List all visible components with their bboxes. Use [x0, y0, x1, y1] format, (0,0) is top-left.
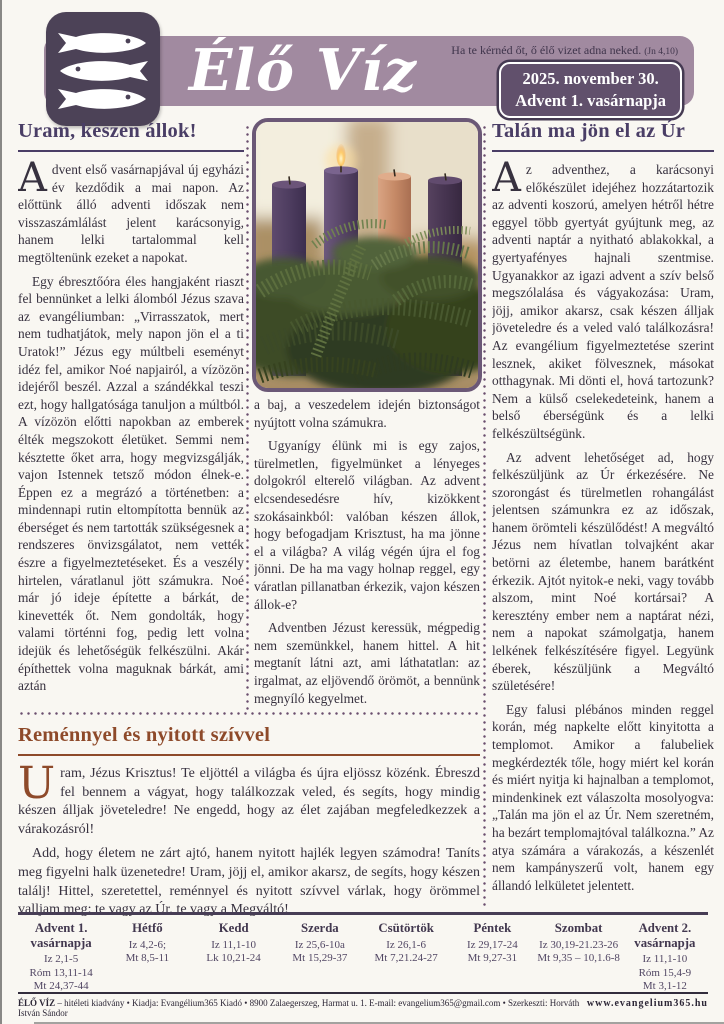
- quote-reference: (Jn 4,10): [644, 47, 678, 57]
- reading-day-column: [622, 921, 708, 994]
- reading-day-column: [191, 921, 277, 994]
- day-readings: [449, 939, 535, 966]
- day-readings: [104, 939, 190, 966]
- website-link[interactable]: www.evangelium365.hu: [586, 998, 708, 1009]
- advent-candles-photo: [252, 118, 482, 392]
- prayer-title: Reménnyel és nyitott szívvel: [18, 722, 480, 756]
- reading-day-column: [536, 921, 622, 994]
- paragraph-text: ram, Jézus Krisztus! Te eljöttél a világba és újra eljössz közénk. Ébreszd fel bennem a vágyat, hogy találkozzak veled, és segíts, hogy mindig készen álljak jöveteledre! Ne engedd, hogy az élet zajában megfeledkezzek a várakozásról!: [18, 766, 480, 837]
- prayer-paragraph: Add, hogy életem ne zárt ajtó, hanem nyitott hajlék legyen számodra! Taníts meg figyelni halk üzenetedre! Uram, jöjj el, amikor akarsz, de segíts, hogy készen találj! Hittel, szeretettel, reménnyel és nyitott szívvel várlak, hogy örömmel valljam meg: te vagy az Úr, te vagy a Megváltó!: [18, 846, 480, 918]
- quote-text: Ha te kérnéd őt, ő élő vizet adna neked.: [451, 43, 642, 57]
- imprint-footer: [18, 992, 708, 1018]
- dropcap-a: A: [492, 155, 521, 201]
- day-name: [622, 921, 708, 950]
- dropcap-u: U: [18, 758, 56, 809]
- three-fish-icon: [53, 19, 153, 119]
- dropcap-a: A: [18, 155, 47, 201]
- reading: Mt 15,29-37: [292, 952, 348, 964]
- date-line: 2025. november 30.: [522, 69, 659, 88]
- reading: Iz 2,1-5: [44, 953, 79, 965]
- day-name: [449, 921, 535, 936]
- reading: Iz 30,19-21.23-26: [539, 938, 619, 951]
- day-line: Hétfő: [132, 921, 163, 935]
- day-line: vasárnapja: [634, 935, 696, 950]
- day-name: [363, 921, 449, 936]
- day-readings: [277, 939, 363, 966]
- day-line: Kedd: [218, 921, 249, 935]
- article-left-paragraph: Egy ébresztőóra éles hangjaként riaszt fel bennünket a lelki álomból Jézus szava az evangéliumban: „Virrasszatok, mert nem tudhatjátok, mely napon jön el a ti Uratok!” Jézus egy múltbeli eseményt idéz fel, amikor Noé napjairól, a vízözön idejéről beszél. Azzal a szándékkal teszi ezt, hogy hallgatósága tanuljon a múltból. A vízözön előtti napokban az emberek élték megszokott életüket. Semmi nem késztette őket arra, hogy megvizsgálják, vajon Istennek tetsző módon élnek-e. Éppen ez a megrázó a történetben: a mindennapi rutin eltompította bennük az éberséget és nem tartották szükségesnek a rendszeres önvizsgálatot, nem vették észre a figyelmeztetéseket. És a veszély hirtelen, váratlanul jött számukra. Noé már jó ideje építette a bárkát, de kinevették őt. Nem gondolták, hogy valami történni fog, pedig lett volna idejük és lehetőségük felkészülni. Akár építhettek volna maguknak bárkát, ami aztán: [18, 273, 244, 694]
- article-left-paragraph: [18, 155, 244, 267]
- day-readings: [363, 939, 449, 966]
- imprint-brand: ÉLŐ VÍZ: [18, 998, 56, 1008]
- prayer-section: [18, 722, 480, 926]
- article-left-title: Uram, készen állok!: [18, 118, 244, 152]
- weekly-readings-table: [18, 912, 708, 994]
- reading: Róm 13,11-14: [29, 966, 93, 979]
- day-name: [536, 921, 622, 936]
- reading: Lk 10,21-24: [206, 952, 261, 964]
- reading: Mt 8,5-11: [125, 952, 170, 964]
- imprint-text: [18, 998, 587, 1018]
- article-left-column: [18, 118, 244, 712]
- reading-day-column: [363, 921, 449, 994]
- reading: Iz 11,1-10: [211, 938, 257, 951]
- day-name: [18, 921, 104, 950]
- article-left-paragraph: Ugyanígy élünk mi is egy zajos, türelmetlen, figyelmünket a lényeges dolgokról elterelő világban. Az advent elcsendesedésre hív, kizökkent szokásainkból: valóban készen állok, hogy befogadjam Krisztust, ha ma jönne el a világba? A világ végén újra el fog jönni. De ha ma vagy holnap reggel, egy váratlan pillanatban érkezik, vajon készen állok-e?: [254, 438, 480, 612]
- reading: Iz 26,1-6: [386, 938, 426, 951]
- reading: Mt 7,21.24-27: [374, 952, 438, 964]
- day-line: Szerda: [301, 921, 339, 935]
- reading: Mt 9,35 – 10,1.6-8: [537, 952, 620, 964]
- article-right-paragraph: Egy falusi plébános minden reggel korán, még napkelte előtt kinyitotta a templomot. Amikor a falubeliek megkérdezték tőle, hogy miért kel korán és miért nyitja ki hajnalban a templomot, mindenkinek ezt válaszolta mosolyogva: „Talán ma jön el az Úr. Nem szeretném, ha bezárt templomajtóval találkozna.” Az atya számára a várakozás, a készenlét nem kampányszerű volt, hanem egy állandó lelkületet jelentett.: [492, 701, 714, 893]
- reading: Iz 29,17-24: [467, 938, 518, 951]
- article-left-paragraph: a baj, a veszedelem idején biztonságot nyújtott volna számukra.: [254, 397, 480, 430]
- section-separator-dotted: [18, 712, 480, 715]
- day-readings: [18, 953, 104, 994]
- scan-edge-left: [0, 0, 2, 1024]
- advent-candles-illustration: [256, 122, 478, 388]
- day-line: Csütörtök: [378, 921, 434, 935]
- reading: Mt 3,1-12: [642, 980, 687, 992]
- day-readings: [536, 939, 622, 966]
- reading-day-column: [104, 921, 190, 994]
- sunday-name: Advent 1. vasárnapja: [515, 90, 666, 110]
- article-right-title: Talán ma jön el az Úr: [492, 118, 714, 152]
- day-readings: [191, 939, 277, 966]
- column-separator-dotted: [483, 124, 486, 908]
- article-right-column: [492, 118, 714, 910]
- day-name: [277, 921, 363, 936]
- reading: Mt 24,37-44: [33, 980, 89, 992]
- newsletter-logo: [46, 12, 160, 126]
- reading-day-column: [18, 921, 104, 994]
- day-readings: [622, 953, 708, 994]
- date-box: [499, 62, 682, 118]
- article-right-paragraph: [492, 155, 714, 443]
- column-separator-dotted: [246, 124, 249, 710]
- article-right-paragraph: Az advent lehetőséget ad, hogy felkészüljünk az Úr érkezésére. Ne szorongást és türelmetlen rohangálást jelentsen számunkra ez az időszak, hanem örömteli készülődést! A megváltó Jézus nem hívatlan tolvajként akar betörni az életembe, hanem barátként érkezik. Ajtót nyitok-e neki, vagy tovább alszom, mint Noé kortársai? A keresztény ember nem a naptárat nézi, nem a napokat számolgatja, hanem lelkének felkészítésére figyel. Legyünk éberek, készüljünk a Megváltó születésére!: [492, 449, 714, 694]
- day-line: Péntek: [473, 921, 512, 935]
- day-line: Szombat: [554, 921, 603, 935]
- day-name: [191, 921, 277, 936]
- day-line: Advent 2.: [638, 921, 692, 935]
- day-line: Advent 1.: [34, 921, 88, 935]
- reading: Iz 25,6-10a: [294, 938, 345, 951]
- reading-day-column: [277, 921, 363, 994]
- paragraph-text: dvent első vasárnapjával új egyházi év kezdődik a mai napon. Az előttünk álló adventi időszak nem visszaszámlálást jelent karácsonyig, hanem lelki tartalommal kell megtöltenünk ezeket a napokat.: [18, 162, 244, 265]
- masthead-title: Élő Víz: [188, 37, 418, 104]
- reading: Mt 9,27-31: [467, 952, 518, 964]
- imprint-details: – hitéleti kiadvány • Kiadja: Evangélium365 Kiadó • 8900 Zalaegerszeg, Harmat u. 1. E-mail: evangelium365@gmail.com • Szerkeszti: Horváth István Sándor: [18, 998, 580, 1018]
- reading-day-column: [449, 921, 535, 994]
- reading: Róm 15,4-9: [638, 966, 692, 979]
- article-left-continuation: [254, 396, 480, 712]
- reading: Iz 4,2-6;: [128, 938, 166, 951]
- day-name: [104, 921, 190, 936]
- reading: Iz 11,1-10: [642, 953, 688, 965]
- day-line: vasárnapja: [30, 935, 92, 950]
- header-quote: [451, 43, 678, 58]
- article-left-paragraph: Adventben Jézust keressük, mégpedig nem szemünkkel, hanem hittel. A hit megtanít látni azt, ami láthatatlan: az irgalmat, az eljövendő örömöt, a bennünk megnyíló kegyelmet.: [254, 620, 480, 706]
- paragraph-text: z adventhez, a karácsonyi előkészület idejéhez hozzátartozik az adventi koszorú, amelyen hétről hétre eggyel több gyertyát gyújtunk meg, az adventi naptár a nyitható ablakokkal, a gyertyafényes hajnali szentmise. Ugyanakkor az igazi advent a szív belső megszólalása és vágyakozása: Uram, jöjj, amikor akarsz, csak készen álljak jöveteledre és a veled való találkozásra! Az evangélium figyelmeztetése szerint lesznek, akiket fölvesznek, másokat otthagynak. Mi dönti el, hová tartozunk? Nem a külső cselekedeteink, hanem a belső éberségünk és a lelki felkészültségünk.: [492, 162, 714, 441]
- prayer-paragraph: [18, 758, 480, 839]
